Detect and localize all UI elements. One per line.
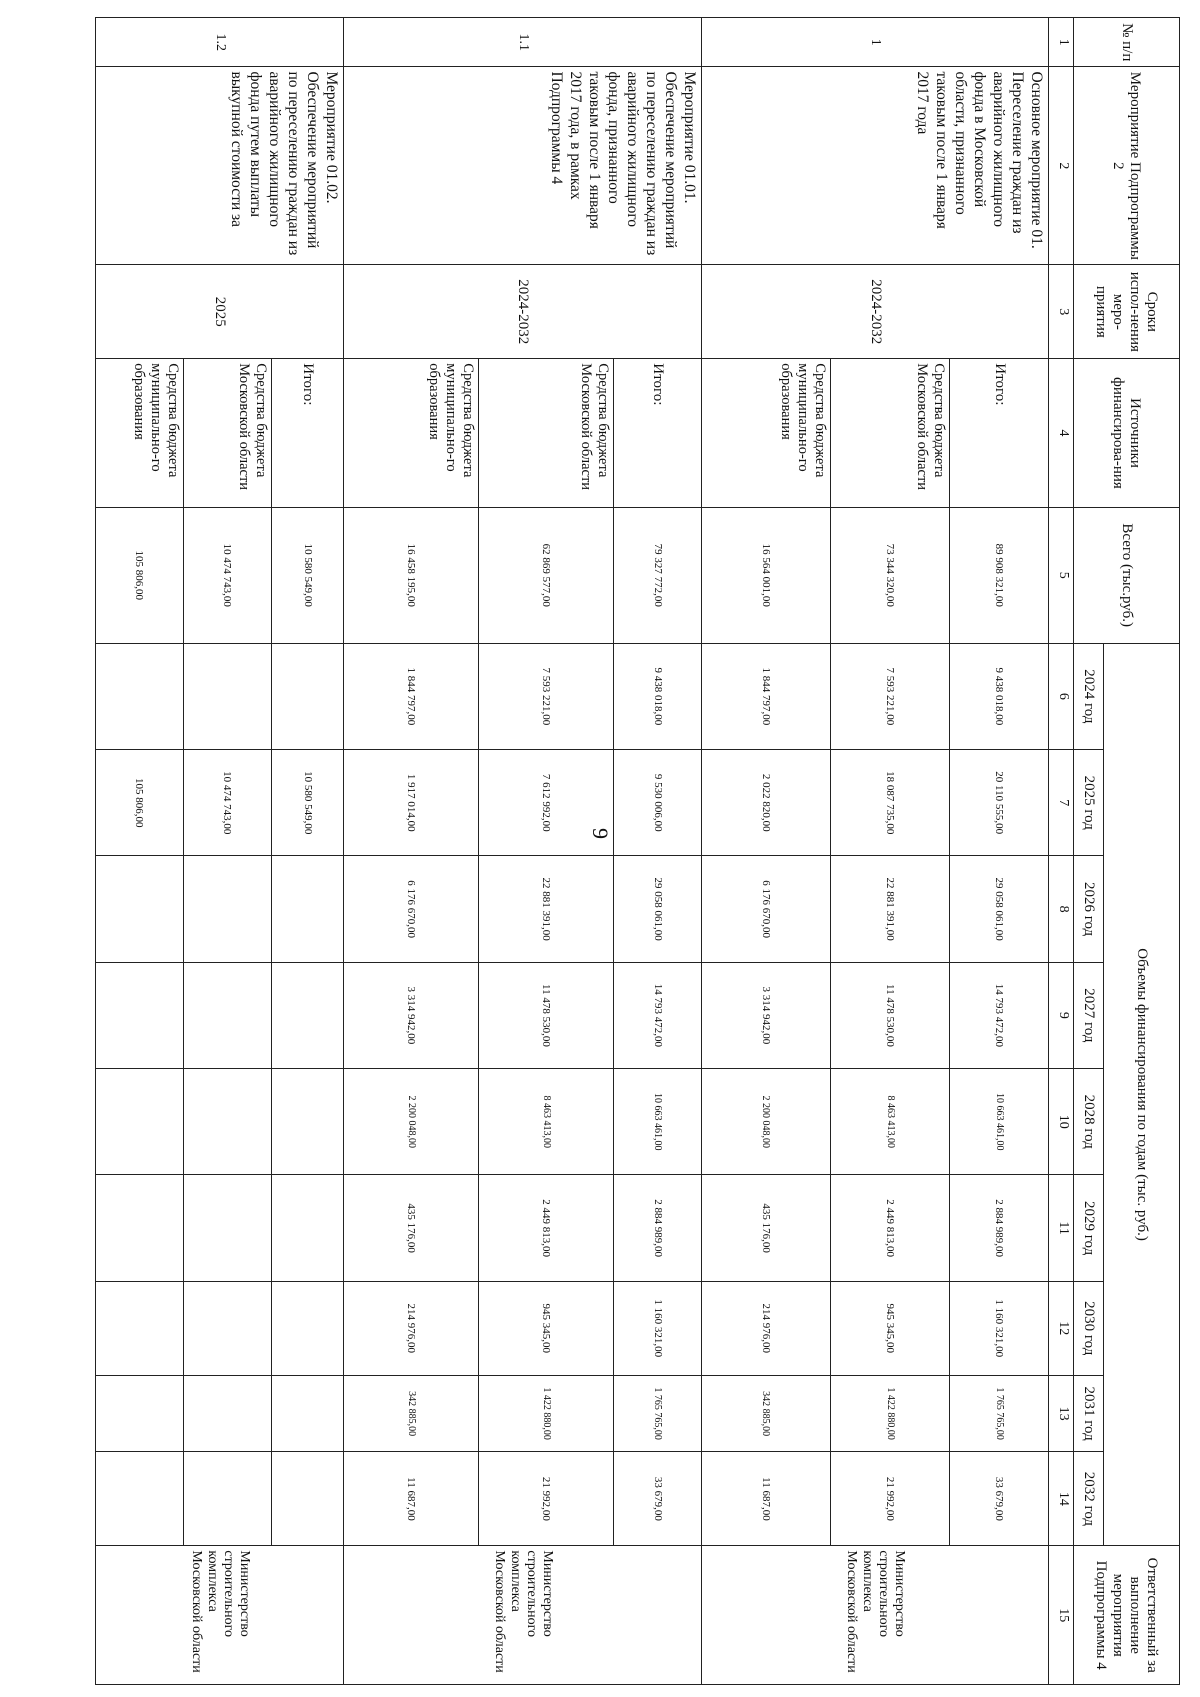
- year-amount: 3 314 942,00: [702, 962, 830, 1068]
- year-amount: 10 663 461,00: [614, 1069, 702, 1175]
- column-number: 14: [1049, 1452, 1074, 1546]
- year-amount: 14 793 472,00: [614, 962, 702, 1068]
- year-amount: 8 463 413,00: [479, 1069, 614, 1175]
- column-number: 8: [1049, 856, 1074, 962]
- header-year: 2030 год: [1074, 1281, 1104, 1375]
- year-amount: 7 612 992,00: [479, 750, 614, 856]
- column-number: 2: [1049, 67, 1074, 265]
- total-amount: 62 869 577,00: [479, 507, 614, 643]
- year-amount: 1 917 014,00: [344, 750, 479, 856]
- year-amount: 10 474 743,00: [183, 750, 271, 856]
- column-number: 6: [1049, 643, 1074, 749]
- year-amount: [96, 643, 184, 749]
- year-amount: 945 345,00: [479, 1281, 614, 1375]
- row-index: 1: [702, 18, 1049, 67]
- year-amount: 1 844 797,00: [702, 643, 830, 749]
- year-amount: 10 580 549,00: [271, 750, 344, 856]
- year-amount: 7 593 221,00: [830, 643, 950, 749]
- funding-source: Итого:: [614, 359, 702, 507]
- page-number: 9: [588, 828, 613, 839]
- total-amount: 16 564 001,00: [702, 507, 830, 643]
- column-number: 12: [1049, 1281, 1074, 1375]
- funding-source: Итого:: [950, 359, 1049, 507]
- year-amount: 342 885,00: [702, 1375, 830, 1452]
- year-amount: 29 058 061,00: [614, 856, 702, 962]
- year-amount: 33 679,00: [614, 1452, 702, 1546]
- year-amount: 9 438 018,00: [950, 643, 1049, 749]
- year-amount: [183, 643, 271, 749]
- funding-source: Средства бюджета муниципально-го образования: [344, 359, 479, 507]
- column-number: 11: [1049, 1175, 1074, 1281]
- year-amount: 1 844 797,00: [344, 643, 479, 749]
- header-sources: Источники финансирова-ния: [1074, 359, 1180, 507]
- column-number: 3: [1049, 265, 1074, 359]
- year-amount: 21 992,00: [830, 1452, 950, 1546]
- year-amount: 11 478 530,00: [479, 962, 614, 1068]
- table-row: [614, 18, 702, 1685]
- year-amount: 8 463 413,00: [830, 1069, 950, 1175]
- responsible-org: Министерство строительного комплекса Московской области: [344, 1546, 702, 1685]
- header-year: 2029 год: [1074, 1175, 1104, 1281]
- table-row: [950, 18, 1049, 1685]
- total-amount: 10 474 743,00: [183, 507, 271, 643]
- column-number: 10: [1049, 1069, 1074, 1175]
- year-amount: [271, 1452, 344, 1546]
- year-amount: 11 687,00: [344, 1452, 479, 1546]
- year-amount: [183, 856, 271, 962]
- year-amount: 22 881 391,00: [479, 856, 614, 962]
- year-amount: 2 884 989,00: [614, 1175, 702, 1281]
- finance-table-sheet: [95, 17, 1180, 1685]
- total-amount: 89 908 321,00: [950, 507, 1049, 643]
- year-amount: 1 765 765,00: [950, 1375, 1049, 1452]
- funding-source: Средства бюджета муниципально-го образования: [96, 359, 184, 507]
- column-number: 9: [1049, 962, 1074, 1068]
- year-amount: [96, 1069, 184, 1175]
- year-amount: 342 885,00: [344, 1375, 479, 1452]
- total-amount: 10 580 549,00: [271, 507, 344, 643]
- column-numbers-row: [1049, 18, 1074, 1685]
- header-year: 2025 год: [1074, 750, 1104, 856]
- header-total: Всего (тыс.руб.): [1074, 507, 1180, 643]
- year-amount: 21 992,00: [479, 1452, 614, 1546]
- year-amount: 6 176 670,00: [702, 856, 830, 962]
- year-amount: 214 976,00: [702, 1281, 830, 1375]
- year-amount: 2 884 989,00: [950, 1175, 1049, 1281]
- year-amount: [96, 1175, 184, 1281]
- column-number: 13: [1049, 1375, 1074, 1452]
- funding-source: Средства бюджета Московской области: [830, 359, 950, 507]
- total-amount: 105 806,00: [96, 507, 184, 643]
- year-amount: [96, 962, 184, 1068]
- year-amount: 1 422 880,00: [479, 1375, 614, 1452]
- header-year: 2031 год: [1074, 1375, 1104, 1452]
- header-measure: Мероприятие Подпрограммы 2: [1074, 67, 1180, 265]
- header-no: № п/п: [1074, 18, 1180, 67]
- year-amount: 11 478 530,00: [830, 962, 950, 1068]
- header-terms: Сроки испол-нения меро-приятия: [1074, 265, 1180, 359]
- year-amount: [271, 1375, 344, 1452]
- year-amount: 3 314 942,00: [344, 962, 479, 1068]
- header-year: 2024 год: [1074, 643, 1104, 749]
- year-amount: 2 449 813,00: [830, 1175, 950, 1281]
- column-number: 1: [1049, 18, 1074, 67]
- year-amount: 2 449 813,00: [479, 1175, 614, 1281]
- year-amount: [183, 1069, 271, 1175]
- year-amount: [96, 1452, 184, 1546]
- year-amount: 18 087 735,00: [830, 750, 950, 856]
- year-amount: [183, 1281, 271, 1375]
- year-amount: 14 793 472,00: [950, 962, 1049, 1068]
- responsible-org: Министерство строительного комплекса Московской области: [702, 1546, 1049, 1685]
- row-index: 1.1: [344, 18, 702, 67]
- year-amount: [271, 1069, 344, 1175]
- year-amount: 22 881 391,00: [830, 856, 950, 962]
- execution-period: 2024-2032: [344, 265, 702, 359]
- column-number: 7: [1049, 750, 1074, 856]
- year-amount: 33 679,00: [950, 1452, 1049, 1546]
- year-amount: 105 806,00: [96, 750, 184, 856]
- year-amount: 2 200 048,00: [702, 1069, 830, 1175]
- header-year: 2032 год: [1074, 1452, 1104, 1546]
- finance-table: [95, 17, 1180, 1685]
- funding-source: Итого:: [271, 359, 344, 507]
- year-amount: [96, 1281, 184, 1375]
- column-number: 4: [1049, 359, 1074, 507]
- year-amount: [271, 1175, 344, 1281]
- execution-period: 2024-2032: [702, 265, 1049, 359]
- year-amount: [271, 962, 344, 1068]
- year-amount: 2 022 820,00: [702, 750, 830, 856]
- year-amount: 11 687,00: [702, 1452, 830, 1546]
- header-responsible: Ответственный за выполнение мероприятия Подпрограммы 4: [1074, 1546, 1180, 1685]
- year-amount: [183, 1175, 271, 1281]
- total-amount: 16 458 195,00: [344, 507, 479, 643]
- table-body: [96, 18, 1049, 1685]
- year-amount: 9 438 018,00: [614, 643, 702, 749]
- execution-period: 2025: [96, 265, 344, 359]
- year-amount: 29 058 061,00: [950, 856, 1049, 962]
- funding-source: Средства бюджета муниципально-го образования: [702, 359, 830, 507]
- measure-name: Основное мероприятие 01. Переселение граждан из аварийного жилищного фонда в Московской области, признанного таковым после 1 января 2017 года: [702, 67, 1049, 265]
- funding-source: Средства бюджета Московской области: [479, 359, 614, 507]
- column-number: 5: [1049, 507, 1074, 643]
- measure-name: Мероприятие 01.01. Обеспечение мероприятий по переселению граждан из аварийного жилищного фонда, признанного таковым после 1 января 2017 года, в рамках Подпрограммы 4: [344, 67, 702, 265]
- year-amount: 7 593 221,00: [479, 643, 614, 749]
- header-volumes: Объемы финансирования по годам (тыс. руб.): [1104, 643, 1180, 1546]
- table-row: [271, 18, 344, 1685]
- year-amount: 2 200 048,00: [344, 1069, 479, 1175]
- year-amount: 1 422 880,00: [830, 1375, 950, 1452]
- year-amount: [96, 856, 184, 962]
- total-amount: 79 327 772,00: [614, 507, 702, 643]
- measure-name: Мероприятие 01.02. Обеспечение мероприятий по переселению граждан из аварийного жилищного фонда путем выплаты выкупной стоимости за: [96, 67, 344, 265]
- year-amount: [183, 962, 271, 1068]
- year-amount: [271, 856, 344, 962]
- year-amount: [96, 1375, 184, 1452]
- column-number: 15: [1049, 1546, 1074, 1685]
- year-amount: 214 976,00: [344, 1281, 479, 1375]
- year-amount: 435 176,00: [702, 1175, 830, 1281]
- header-year: 2028 год: [1074, 1069, 1104, 1175]
- year-amount: [271, 1281, 344, 1375]
- year-amount: [183, 1375, 271, 1452]
- header-year: 2026 год: [1074, 856, 1104, 962]
- year-amount: 945 345,00: [830, 1281, 950, 1375]
- row-index: 1.2: [96, 18, 344, 67]
- responsible-org: Министерство строительного комплекса Московской области: [96, 1546, 344, 1685]
- year-amount: 20 110 555,00: [950, 750, 1049, 856]
- year-amount: 9 530 006,00: [614, 750, 702, 856]
- year-amount: 1 160 321,00: [950, 1281, 1049, 1375]
- funding-source: Средства бюджета Московской области: [183, 359, 271, 507]
- year-amount: 1 160 321,00: [614, 1281, 702, 1375]
- year-amount: 6 176 670,00: [344, 856, 479, 962]
- header-year: 2027 год: [1074, 962, 1104, 1068]
- year-amount: [271, 643, 344, 749]
- year-amount: 435 176,00: [344, 1175, 479, 1281]
- year-amount: 1 765 765,00: [614, 1375, 702, 1452]
- year-amount: 10 663 461,00: [950, 1069, 1049, 1175]
- year-amount: [183, 1452, 271, 1546]
- total-amount: 73 344 320,00: [830, 507, 950, 643]
